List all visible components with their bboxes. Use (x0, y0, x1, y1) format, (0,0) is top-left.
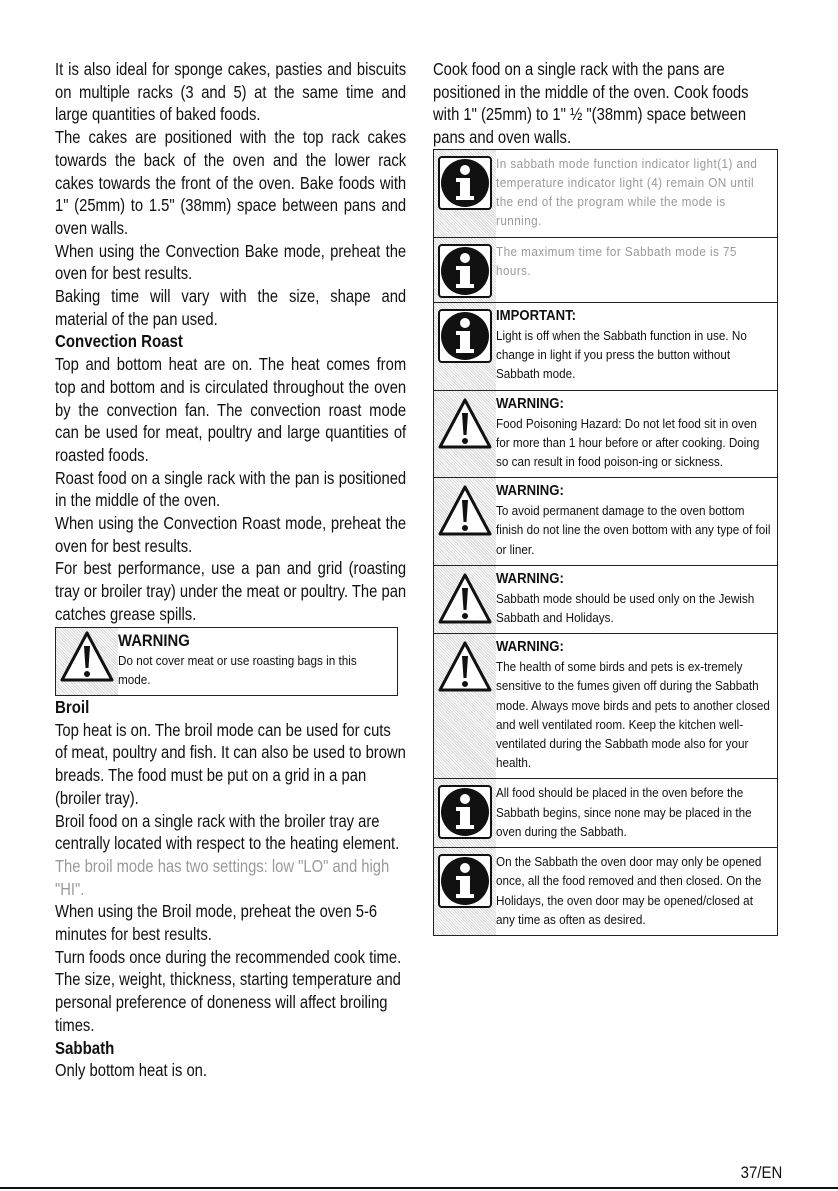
notice-box-info (433, 779, 778, 848)
warning-text: Do not cover meat or use roasting bags in this mode. (118, 652, 357, 687)
paragraph: Top and bottom heat are on. The heat comes from top and bottom and is circulated throughout the oven by the convection fan. The convection roast mode can be used for meat, poultry and large quantities of roasted foods. (55, 354, 407, 465)
notice-content (496, 566, 777, 633)
icon-area (434, 478, 496, 565)
paragraph: For best performance, use a pan and grid (roasting tray or broiler tray) under the meat or poultry. The pan catches grease spills. (55, 558, 407, 624)
notice-content (496, 478, 777, 565)
warning-icon-area (56, 628, 118, 695)
notice-text: Food Poisoning Hazard: Do not let food sit in oven for more than 1 hour before or after cooking. Doing so can result in food poison-ing or sickness. (496, 415, 760, 470)
icon-area (434, 150, 496, 237)
notice-text: The health of some birds and pets is ex-tremely sensitive to the fumes given off during the Sabbath mode. Always move birds and pets to another closed and well ventilated room. Keep the kitchen well-ventilated during the Sabbath mode also for your health. (496, 659, 770, 771)
paragraph: Top heat is on. The broil mode can be used for cuts of meat, poultry and fish. It can also be used to brown breads. The food must be put on a grid in a pan (broiler tray). (55, 719, 406, 808)
notice-text: Light is off when the Sabbath function in use. No change in light if you press the button without Sabbath mode. (496, 328, 747, 382)
notice-box-warning (433, 478, 778, 566)
paragraph: Baking time will vary with the size, shape and material of the pan used. (55, 286, 407, 329)
notice-box-important (433, 303, 778, 391)
info-icon (438, 244, 492, 298)
icon-area (434, 238, 496, 302)
notice-text: In sabbath mode function indicator light(1) and temperature indicator light (4) remain ON until the end of the program while the mode is running. (496, 155, 758, 229)
info-icon (438, 156, 492, 210)
paragraph: The cakes are positioned with the top rack cakes towards the back of the oven and the lower rack cakes towards the front of the oven. Bake foods with 1" (25mm) to 1.5" (38mm) space between pans and oven walls. (55, 127, 407, 238)
paragraph: Only bottom heat is on. (55, 1060, 208, 1081)
warning-icon (438, 484, 492, 538)
notice-box-warning (433, 566, 778, 634)
warning-icon (60, 630, 114, 684)
warning-icon (438, 397, 492, 451)
warning-icon (438, 572, 492, 626)
notice-content (496, 303, 777, 390)
paragraph: When using the Convection Bake mode, preheat the oven for best results. (55, 240, 407, 284)
notice-box-info (433, 848, 778, 936)
section-heading-sabbath: Sabbath (55, 1037, 115, 1058)
icon-area (434, 779, 496, 847)
paragraph: It is also ideal for sponge cakes, pasties and biscuits on multiple racks (3 and 5) at the same time and large quantities of baked foods. (55, 59, 407, 125)
warning-box (55, 627, 398, 696)
paragraph: Turn foods once during the recommended cook time. (55, 946, 402, 967)
notice-content (496, 634, 777, 778)
icon-area (434, 634, 496, 778)
notice-title: WARNING: (496, 483, 564, 500)
icon-area (434, 848, 496, 935)
icon-area (434, 566, 496, 633)
right-column (433, 58, 778, 936)
paragraph: When using the Broil mode, preheat the oven 5-6 minutes for best results. (55, 901, 378, 945)
notice-content (496, 848, 777, 935)
paragraph: Broil food on a single rack with the broiler tray are centrally located with respect to the heating element. (55, 810, 400, 854)
notice-content (496, 391, 777, 478)
notice-title: WARNING: (496, 395, 564, 412)
notice-text: All food should be placed in the oven before the Sabbath begins, since none may be placed in the oven during the Sabbath. (496, 785, 752, 839)
paragraph: Roast food on a single rack with the pan is positioned in the middle of the oven. (55, 467, 407, 511)
paragraph: When using the Convection Roast mode, preheat the oven for best results. (55, 513, 407, 556)
warning-content (118, 628, 397, 695)
notice-text: To avoid permanent damage to the oven bottom finish do not line the oven bottom with any type of foil or liner. (496, 503, 771, 557)
notice-title: IMPORTANT: (496, 308, 577, 325)
paragraph: The size, weight, thickness, starting temperature and personal preference of doneness will affect broiling times. (55, 969, 401, 1035)
notice-text: On the Sabbath the oven door may only be opened once, all the food removed and then closed. On the Holidays, the oven door may be opened/closed at any time as often as desired. (496, 854, 762, 927)
info-icon (438, 854, 492, 908)
warning-title: WARNING (118, 631, 190, 650)
notice-box-info (433, 149, 778, 238)
paragraph-faded: The broil mode has two settings: low "LO" and high "HI". (55, 855, 390, 899)
icon-area (434, 303, 496, 390)
info-icon (438, 309, 492, 363)
notice-text: Sabbath mode should be used only on the Jewish Sabbath and Holidays. (496, 590, 755, 626)
notice-content (496, 779, 777, 847)
warning-icon (438, 640, 492, 694)
notice-content (496, 150, 777, 237)
notice-box-warning (433, 391, 778, 479)
notice-box-warning (433, 634, 778, 779)
notice-box-info (433, 238, 778, 303)
notice-content (496, 238, 777, 302)
page-number: 37/EN (740, 1163, 782, 1182)
footer-rule (0, 1187, 838, 1189)
paragraph: Cook food on a single rack with the pans are positioned in the middle of the oven. Cook foods with 1" (25mm) to 1" ½ "(38mm) space between pans and oven walls. (433, 59, 749, 148)
notice-text: The maximum time for Sabbath mode is 75 hours. (496, 243, 737, 278)
info-icon (438, 785, 492, 839)
section-heading-convection-roast: Convection Roast (55, 331, 183, 352)
left-column (55, 58, 407, 1082)
notice-title: WARNING: (496, 639, 564, 656)
section-heading-broil: Broil (55, 696, 90, 717)
notice-title: WARNING: (496, 570, 564, 587)
icon-area (434, 391, 496, 478)
